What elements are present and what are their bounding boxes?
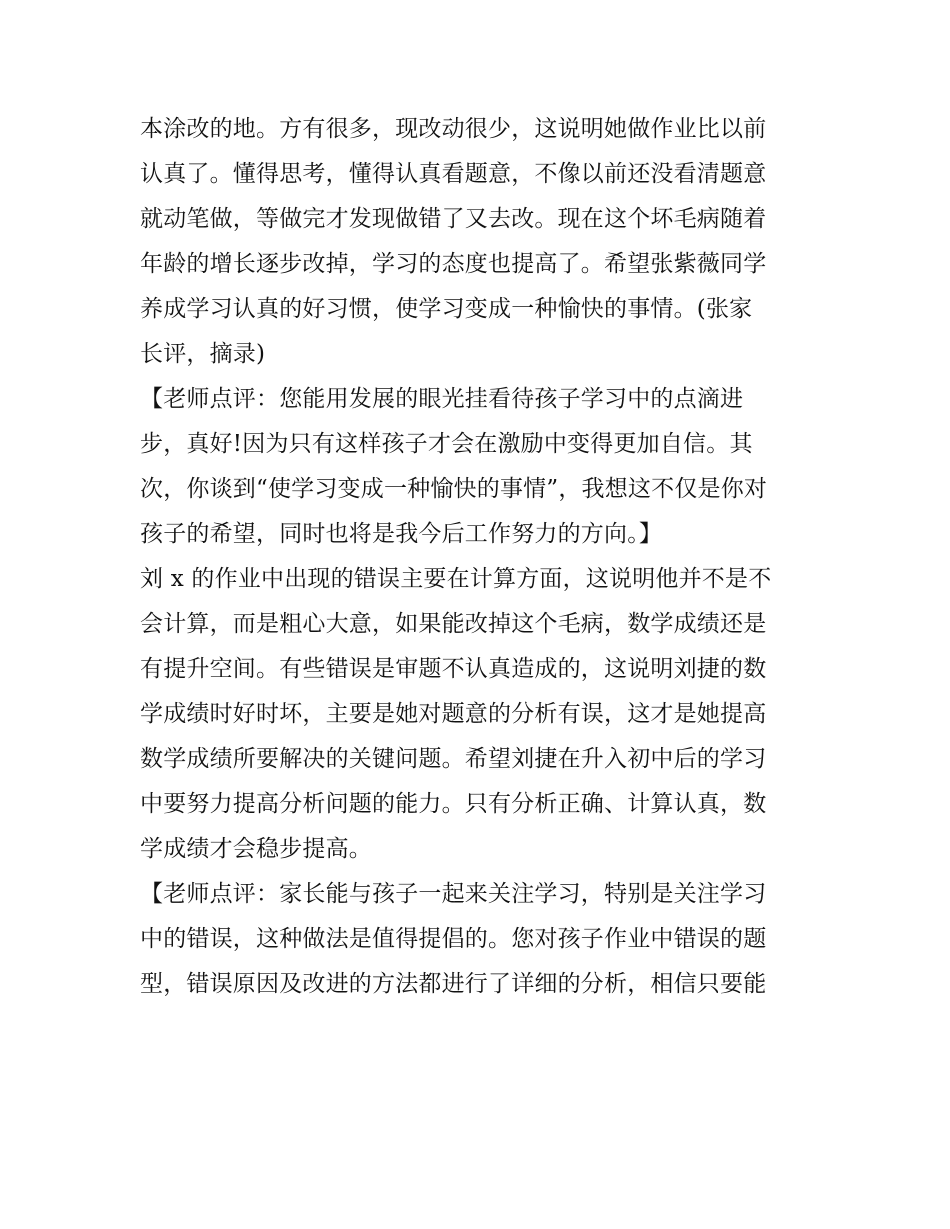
text-line: 型，错误原因及改进的方法都进行了详细的分析，相信只要能 [140,971,767,997]
text-line: 孩子的希望，同时也将是我今后工作努力的方向。】 [140,521,663,547]
document-text [140,107,812,1007]
text-line: 长评，摘录) [140,341,266,367]
text-line: 有提升空间。有些错误是审题不认真造成的，这说明刘捷的数 [140,656,767,682]
text-line: 养成学习认真的好习惯，使学习变成一种愉快的事情。(张家 [140,296,753,322]
text-line: 学成绩时好时坏，主要是她对题意的分析有误，这才是她提高 [140,701,767,727]
text-line: 数学成绩所要解决的关键问题。希望刘捷在升入初中后的学习 [140,746,767,772]
text-line: 中要努力提高分析问题的能力。只有分析正确、计算认真，数 [140,791,767,817]
text-line: 刘 x 的作业中出现的错误主要在计算方面，这说明他并不是不 [140,566,772,592]
text-line: 次，你谈到“使学习变成一种愉快的事情”，我想这不仅是你对 [140,476,768,502]
text-line: 【老师点评：家长能与孩子一起来关注学习，特别是关注学习 [140,881,767,907]
text-line: 中的错误，这种做法是值得提倡的。您对孩子作业中错误的题 [140,926,767,952]
text-line: 【老师点评：您能用发展的眼光挂看待孩子学习中的点滴进 [140,386,744,412]
text-line: 本涂改的地。方有很多，现改动很少，这说明她做作业比以前 [140,116,767,142]
text-line: 步，真好!因为只有这样孩子才会在激励中变得更加自信。其 [140,431,753,457]
text-line: 会计算，而是粗心大意，如果能改掉这个毛病，数学成绩还是 [140,611,767,637]
text-line: 学成绩才会稳步提高。 [140,836,372,862]
text-line: 认真了。懂得思考，懂得认真看题意，不像以前还没看清题意 [140,161,767,187]
text-line: 年龄的增长逐步改掉，学习的态度也提高了。希望张紫薇同学 [140,251,767,277]
text-line: 就动笔做，等做完才发现做错了又去改。现在这个坏毛病随着 [140,206,767,232]
